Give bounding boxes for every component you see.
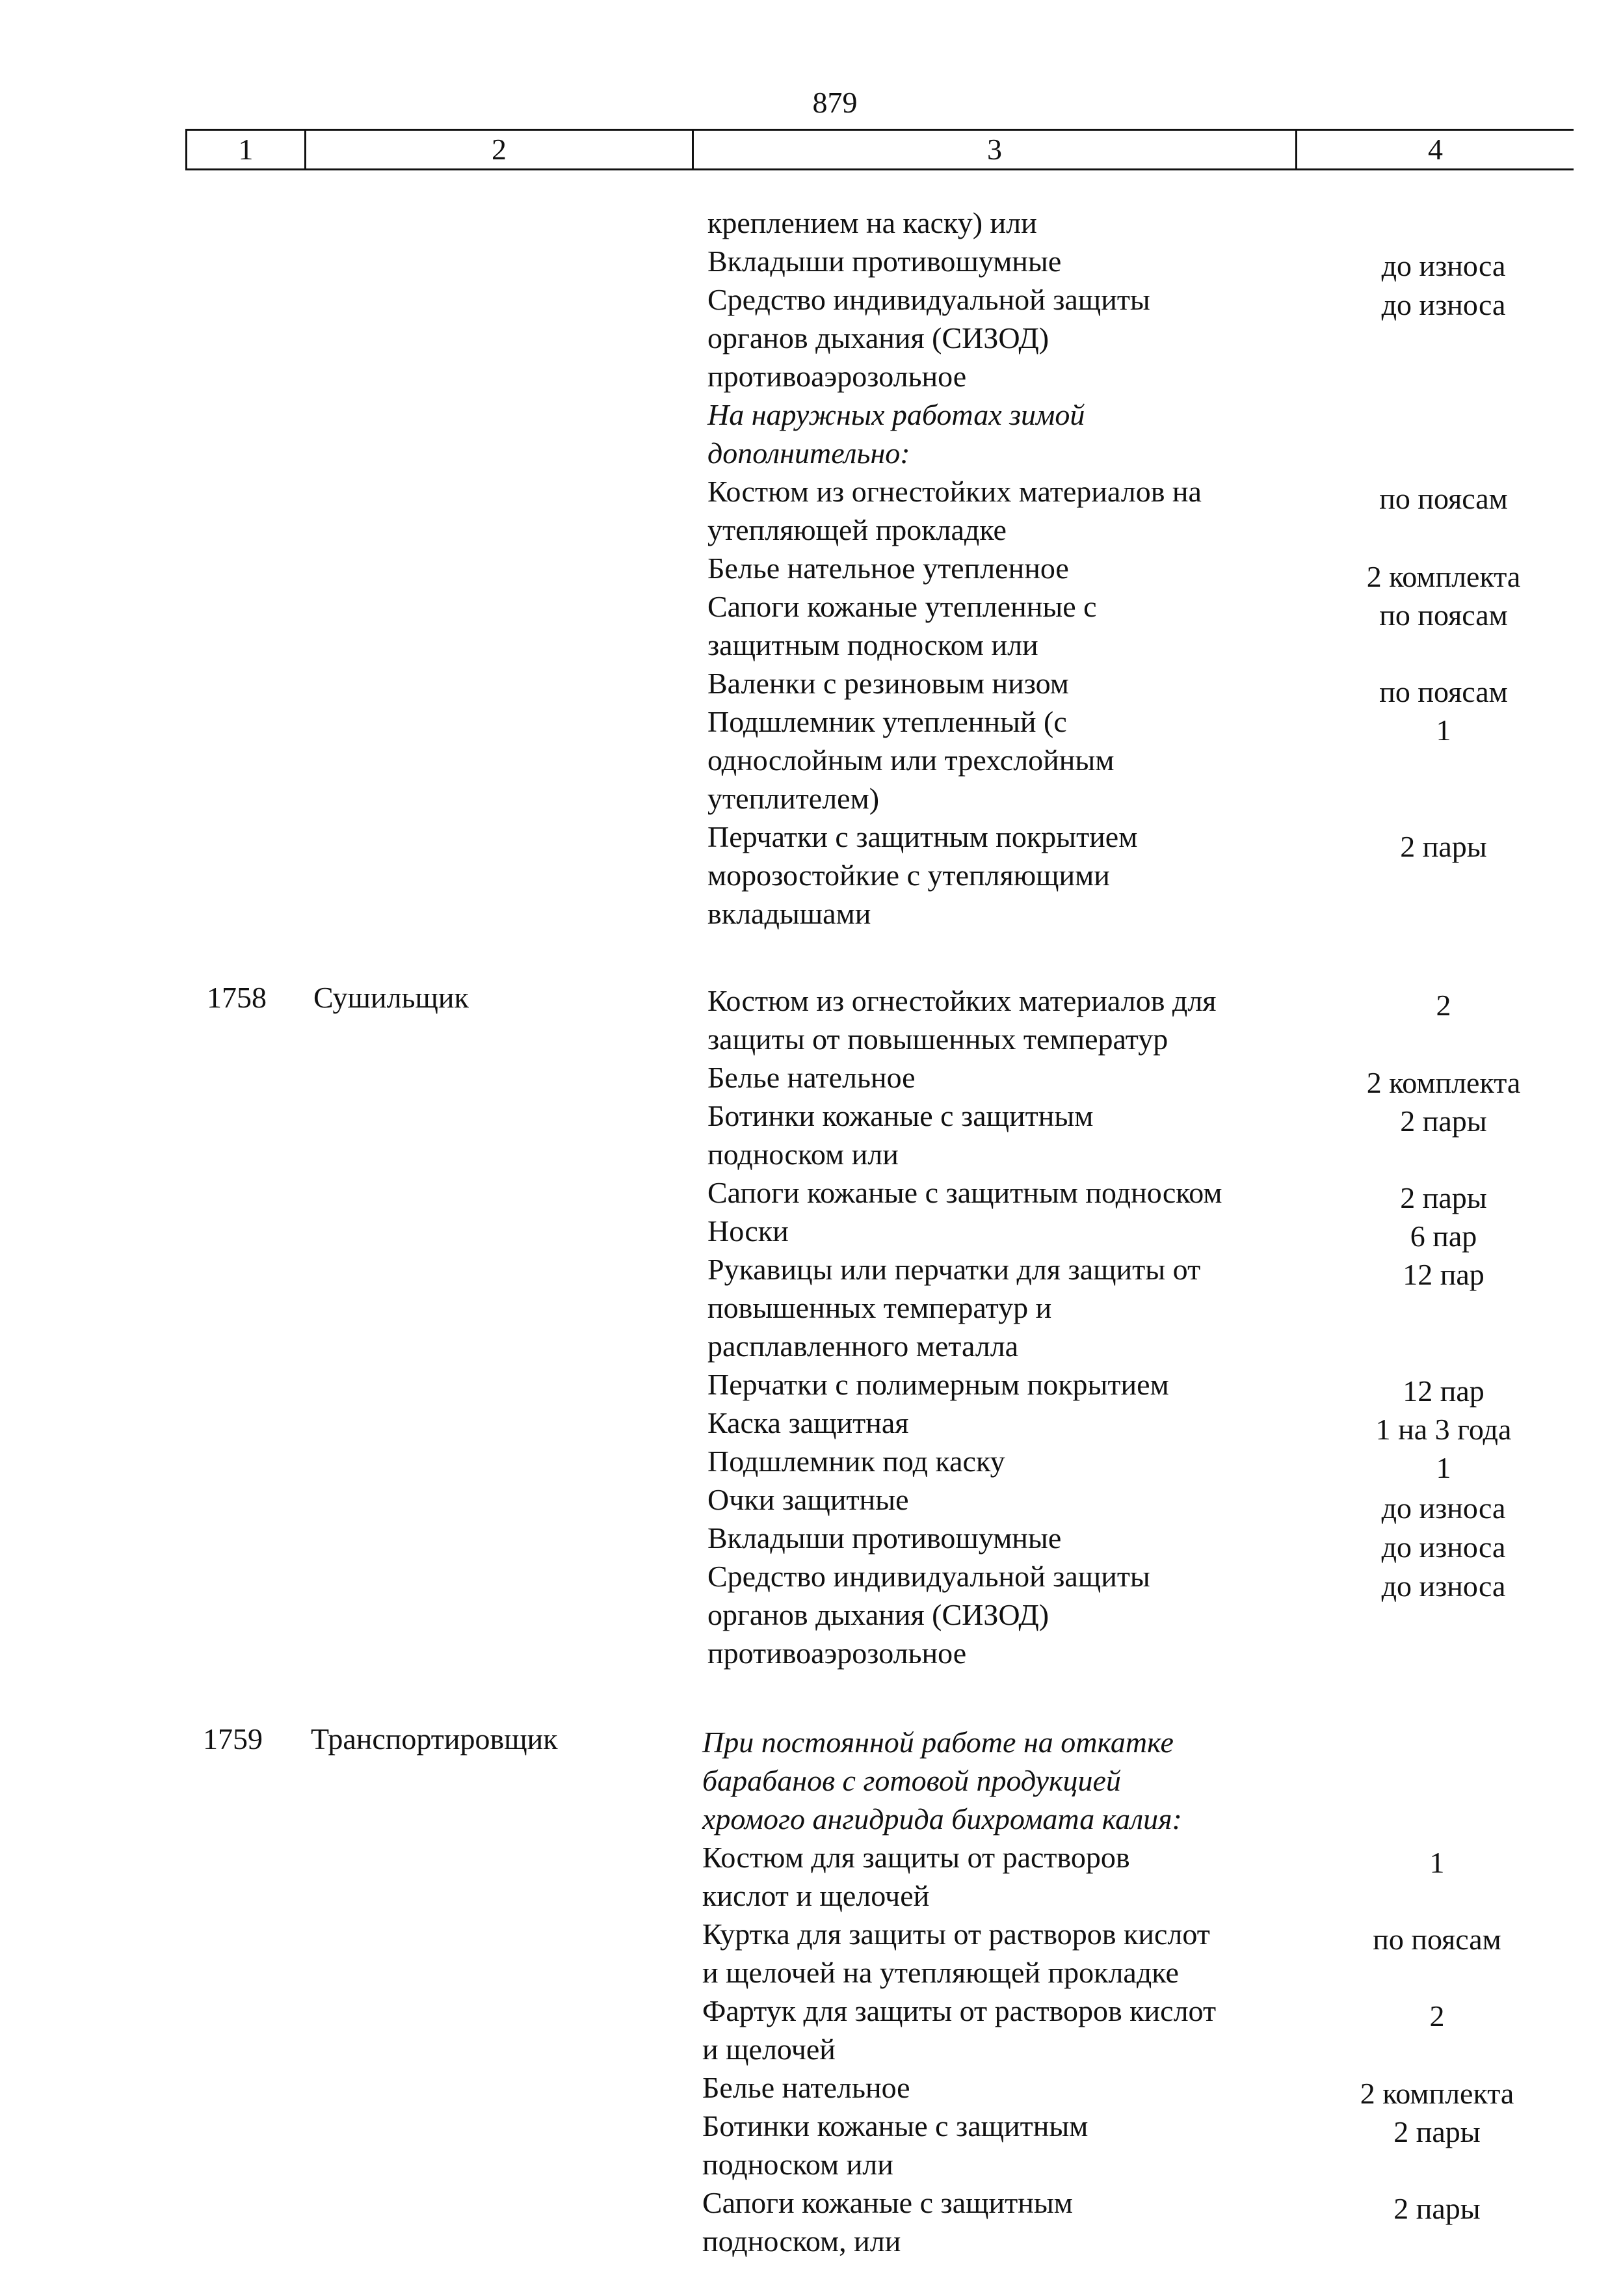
item-line-italic: барабанов с готовой продукцией xyxy=(702,1764,1121,1797)
item-line: Костюм из огнестойких материалов для xyxy=(707,984,1217,1017)
item-line: повышенных температур и xyxy=(707,1291,1052,1324)
issue-norm: 2 xyxy=(1436,989,1451,1022)
item-line: креплением на каску) или xyxy=(707,206,1037,239)
item-line: подноском или xyxy=(702,2148,893,2181)
issue-norm: по поясам xyxy=(1379,598,1508,632)
column-header-4: 4 xyxy=(1428,133,1443,166)
issue-norm: до износа xyxy=(1381,249,1506,282)
issue-norm: 2 комплекта xyxy=(1366,1066,1521,1099)
item-line: и щелочей xyxy=(702,2033,836,2066)
issue-norm: 1 xyxy=(1436,1451,1451,1484)
item-line: органов дыхания (СИЗОД) xyxy=(707,321,1049,354)
item-line: расплавленного металла xyxy=(707,1329,1019,1363)
item-line: Куртка для защиты от растворов кислот xyxy=(702,1917,1210,1951)
issue-norm: 6 пар xyxy=(1410,1220,1477,1253)
item-line: Рукавицы или перчатки для защиты от xyxy=(707,1253,1201,1286)
item-line: Вкладыши противошумные xyxy=(707,245,1062,278)
item-line: защиты от повышенных температур xyxy=(707,1022,1168,1056)
issue-norm: 2 пары xyxy=(1393,2192,1481,2225)
item-line: защитным подноском или xyxy=(707,628,1038,661)
issue-norm: 1 xyxy=(1429,1846,1445,1879)
issue-norm: 2 комплекта xyxy=(1366,560,1521,593)
item-line: Каска защитная xyxy=(707,1406,909,1439)
issue-norm: 1 xyxy=(1436,714,1451,747)
item-line: Сапоги кожаные с защитным подноском xyxy=(707,1176,1222,1209)
issue-norm: по поясам xyxy=(1373,1923,1501,1956)
item-line: Подшлемник утепленный (с xyxy=(707,705,1067,738)
item-line: морозостойкие с утепляющими xyxy=(707,859,1110,892)
item-line: противоаэрозольное xyxy=(707,1636,967,1670)
item-line: Сапоги кожаные утепленные с xyxy=(707,590,1097,623)
issue-norm: 12 пар xyxy=(1403,1374,1484,1408)
item-line: Сапоги кожаные с защитным xyxy=(702,2186,1073,2219)
item-line: Вкладыши противошумные xyxy=(707,1521,1062,1555)
column-header-3: 3 xyxy=(694,131,1297,168)
issue-norm: до износа xyxy=(1381,1491,1506,1525)
item-line: Ботинки кожаные с защитным xyxy=(707,1099,1094,1132)
item-line: Средство индивидуальной защиты xyxy=(707,1560,1150,1593)
issue-norm: до износа xyxy=(1381,1530,1506,1564)
item-line: Фартук для защиты от растворов кислот xyxy=(702,1994,1217,2027)
profession-name: Транспортировщик xyxy=(311,1722,558,1755)
issue-norm: 2 xyxy=(1429,1999,1445,2033)
issue-norm: 2 комплекта xyxy=(1360,2077,1514,2110)
item-line: утепляющей прокладке xyxy=(707,513,1007,546)
item-line: Перчатки с полимерным покрытием xyxy=(707,1368,1169,1401)
item-line-italic: дополнительно: xyxy=(707,436,910,470)
issue-norm: 2 пары xyxy=(1393,2115,1481,2148)
item-line-italic: На наружных работах зимой xyxy=(707,398,1085,431)
item-line: однослойным или трехслойным xyxy=(707,743,1115,777)
item-line: подноском, или xyxy=(702,2224,901,2258)
profession-name: Сушильщик xyxy=(313,981,469,1014)
item-line: Белье нательное утепленное xyxy=(707,552,1069,585)
item-line-italic: При постоянной работе на откатке xyxy=(702,1726,1174,1759)
item-line: подноском или xyxy=(707,1138,899,1171)
item-line: Подшлемник под каску xyxy=(707,1445,1005,1478)
issue-norm: 2 пары xyxy=(1400,1181,1487,1214)
column-header-1: 1 xyxy=(185,131,306,168)
item-line: Костюм для защиты от растворов xyxy=(702,1841,1130,1874)
page-number: 879 xyxy=(812,86,858,119)
item-line: Очки защитные xyxy=(707,1483,909,1516)
item-line: Носки xyxy=(707,1214,789,1248)
column-header-2: 2 xyxy=(306,131,694,168)
item-line: Валенки с резиновым низом xyxy=(707,667,1069,700)
issue-norm: по поясам xyxy=(1379,675,1508,708)
issue-norm: по поясам xyxy=(1379,482,1508,515)
item-line: противоаэрозольное xyxy=(707,360,967,393)
row-number: 1758 xyxy=(207,981,267,1014)
issue-norm: 1 на 3 года xyxy=(1375,1413,1512,1446)
item-line: Костюм из огнестойких материалов на xyxy=(707,475,1202,508)
issue-norm: 2 пары xyxy=(1400,830,1487,863)
item-line: кислот и щелочей xyxy=(702,1879,930,1912)
item-line: Средство индивидуальной защиты xyxy=(707,283,1150,316)
issue-norm: до износа xyxy=(1381,288,1506,321)
column-header-row xyxy=(185,129,1574,170)
item-line: Ботинки кожаные с защитным xyxy=(702,2109,1089,2142)
item-line: органов дыхания (СИЗОД) xyxy=(707,1598,1049,1631)
issue-norm: 12 пар xyxy=(1403,1258,1484,1291)
item-line: и щелочей на утепляющей прокладке xyxy=(702,1956,1179,1989)
item-line: утеплителем) xyxy=(707,782,880,815)
row-number: 1759 xyxy=(203,1722,263,1755)
item-line: Перчатки с защитным покрытием xyxy=(707,820,1138,853)
item-line: Белье нательное xyxy=(707,1061,916,1094)
item-line: Белье нательное xyxy=(702,2071,910,2104)
item-line-italic: хромого ангидрида бихромата калия: xyxy=(702,1802,1182,1835)
issue-norm: 2 пары xyxy=(1400,1104,1487,1138)
item-line: вкладышами xyxy=(707,897,871,930)
issue-norm: до износа xyxy=(1381,1569,1506,1603)
